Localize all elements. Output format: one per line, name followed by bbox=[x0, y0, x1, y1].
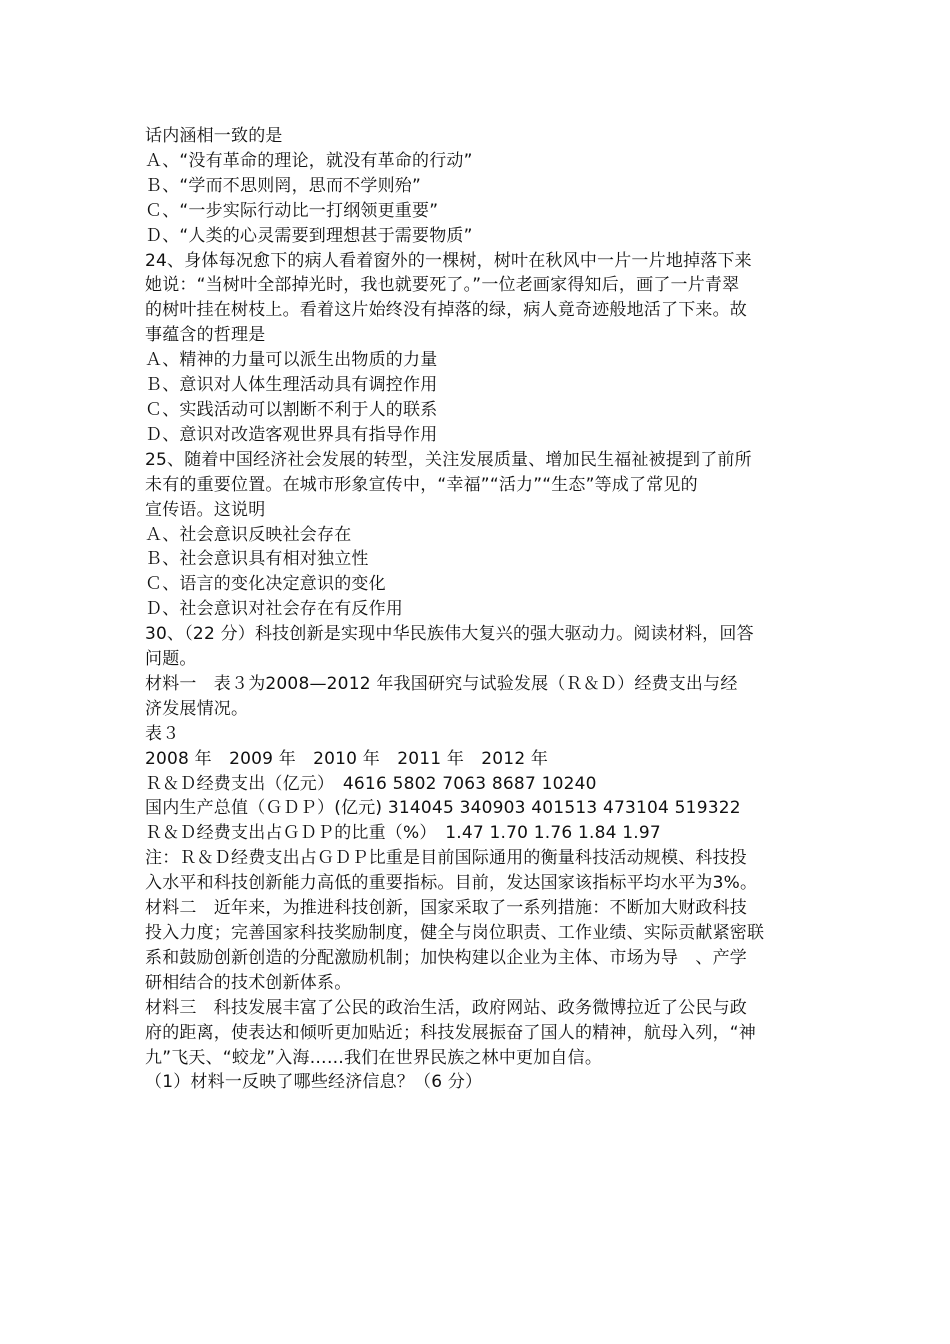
material-3-text: 材料三 科技发展丰富了公民的政治生活，政府网站、政务微博拉近了公民与政 bbox=[145, 997, 747, 1018]
material-1-text: 济发展情况。 bbox=[145, 698, 249, 719]
question-25-text: 25、随着中国经济社会发展的转型，关注发展质量、增加民生福祉被提到了前所 bbox=[145, 449, 752, 470]
material-2-text: 投入力度；完善国家科技奖励制度，健全与岗位职责、工作业绩、实际贡献紧密联 bbox=[145, 923, 765, 943]
option-a: Ａ、精神的力量可以派生出物质的力量 bbox=[145, 350, 438, 371]
material-1-text: 材料一 表３为2008—2012 年我国研究与试验发展（Ｒ＆Ｄ）经费支出与经 bbox=[145, 673, 738, 694]
option-d: Ｄ、“人类的心灵需要到理想甚于需要物质” bbox=[145, 225, 473, 246]
option-d: Ｄ、社会意识对社会存在有反作用 bbox=[145, 599, 403, 620]
question-24-text: 事蕴含的哲理是 bbox=[145, 325, 266, 346]
option-c: Ｃ、语言的变化决定意识的变化 bbox=[145, 574, 386, 595]
option-b: Ｂ、社会意识具有相对独立性 bbox=[145, 549, 369, 570]
question-30-text: 问题。 bbox=[145, 649, 197, 670]
document-page bbox=[145, 124, 815, 1095]
table-row: 国内生产总值（ＧＤＰ）(亿元) 314045 340903 401513 473104 519322 bbox=[145, 798, 741, 819]
table-note: 入水平和科技创新能力高低的重要指标。目前，发达国家该指标平均水平为3%。 bbox=[145, 873, 758, 894]
table-caption: 表３ bbox=[145, 723, 180, 744]
table-row: Ｒ＆Ｄ经费支出占ＧＤＰ的比重（%） 1.47 1.70 1.76 1.84 1.97 bbox=[145, 823, 661, 844]
sub-question-1: （1）材料一反映了哪些经济信息？（6 分） bbox=[145, 1072, 483, 1093]
table-note: 注：Ｒ＆Ｄ经费支出占ＧＤＰ比重是目前国际通用的衡量科技活动规模、科技投 bbox=[145, 848, 747, 869]
table-row: Ｒ＆Ｄ经费支出（亿元） 4616 5802 7063 8687 10240 bbox=[145, 773, 597, 794]
text-line: 话内涵相一致的是 bbox=[145, 126, 283, 146]
option-a: Ａ、社会意识反映社会存在 bbox=[145, 524, 352, 545]
question-24-text: 24、身体每况愈下的病人看着窗外的一棵树，树叶在秋风中一片一片地掉落下来 bbox=[145, 250, 752, 271]
material-2-text: 系和鼓励创新创造的分配激励机制；加快构建以企业为主体、市场为导 、产学 bbox=[145, 947, 747, 968]
material-3-text: 府的距离，使表达和倾听更加贴近；科技发展振奋了国人的精神，航母入列，“神 bbox=[145, 1022, 757, 1043]
question-24-text: 她说：“当树叶全部掉光时，我也就要死了。”一位老画家得知后，画了一片青翠 bbox=[145, 275, 740, 296]
option-a: Ａ、“没有革命的理论，就没有革命的行动” bbox=[145, 150, 473, 171]
question-30-text: 30、（22 分）科技创新是实现中华民族伟大复兴的强大驱动力。阅读材料，回答 bbox=[145, 624, 754, 645]
option-c: Ｃ、“一步实际行动比一打纲领更重要” bbox=[145, 200, 439, 221]
material-2-text: 材料二 近年来，为推进科技创新，国家采取了一系列措施：不断加大财政科技 bbox=[145, 898, 747, 919]
option-b: Ｂ、意识对人体生理活动具有调控作用 bbox=[145, 375, 438, 396]
table-header-row: 2008 年 2009 年 2010 年 2011 年 2012 年 bbox=[145, 748, 549, 769]
question-25-text: 未有的重要位置。在城市形象宣传中，“幸福”“活力”“生态”等成了常见的 bbox=[145, 474, 698, 495]
material-2-text: 研相结合的技术创新体系。 bbox=[145, 972, 352, 993]
option-b: Ｂ、“学而不思则罔，思而不学则殆” bbox=[145, 175, 422, 196]
question-25-text: 宣传语。这说明 bbox=[145, 499, 266, 520]
option-d: Ｄ、意识对改造客观世界具有指导作用 bbox=[145, 424, 438, 445]
option-c: Ｃ、实践活动可以割断不利于人的联系 bbox=[145, 399, 438, 420]
question-24-text: 的树叶挂在树枝上。看着这片始终没有掉落的绿，病人竟奇迹般地活了下来。故 bbox=[145, 300, 747, 321]
material-3-text: 九”飞天、“蛟龙”入海……我们在世界民族之林中更加自信。 bbox=[145, 1047, 603, 1068]
